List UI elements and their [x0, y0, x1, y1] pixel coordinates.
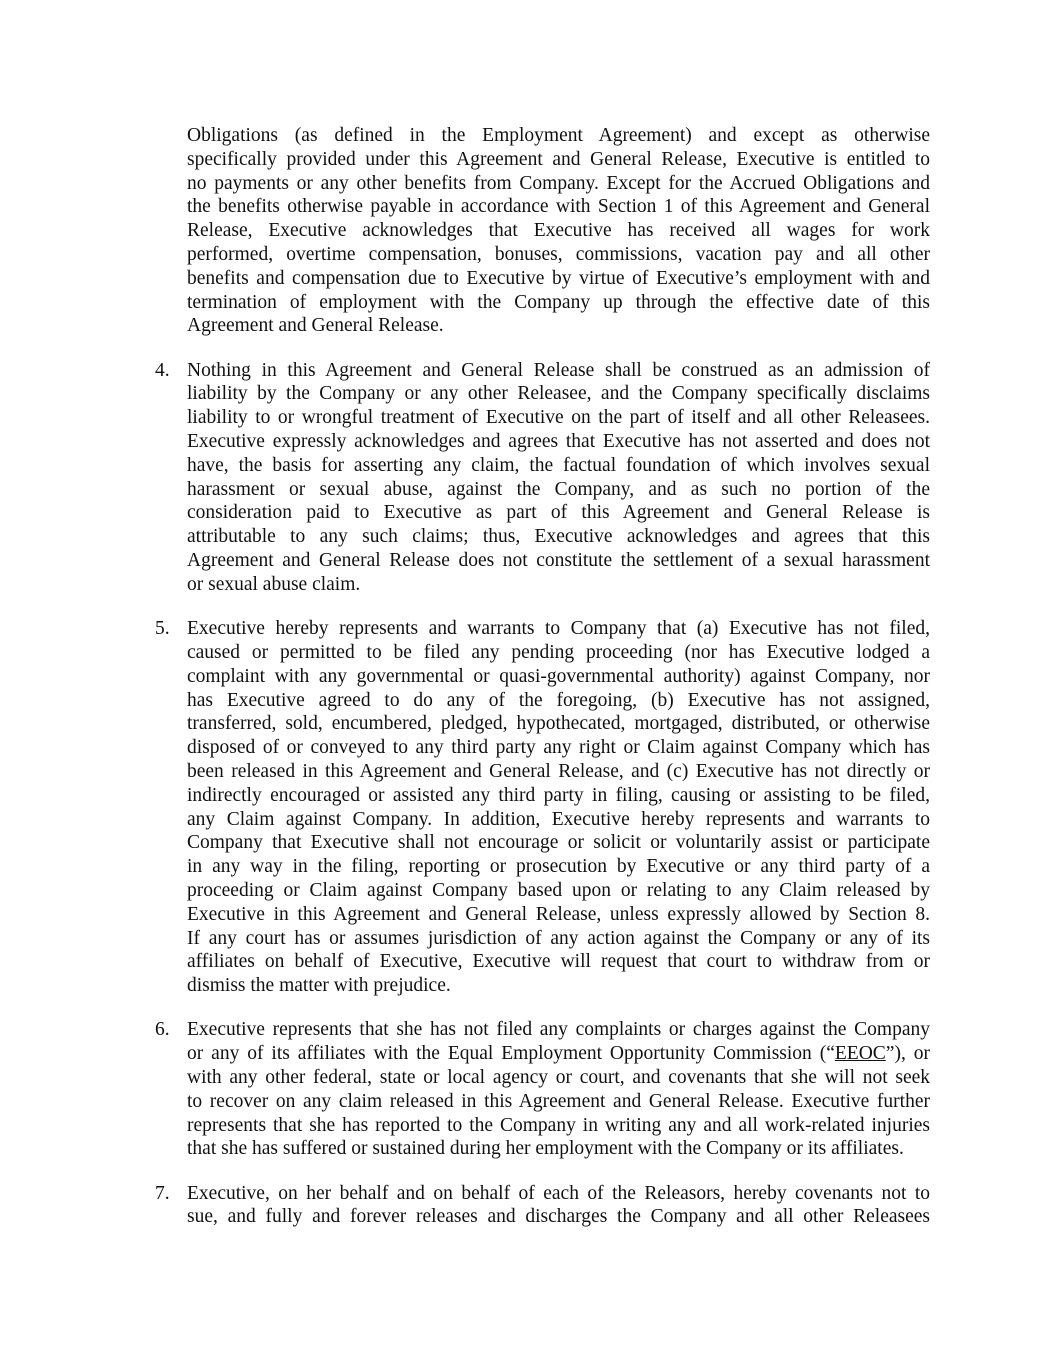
text-line: benefits and compensation due to Executive by virtue of Executive’s employment with and	[187, 267, 930, 289]
text-line: Executive expressly acknowledges and agrees that Executive has not asserted and does not	[187, 431, 930, 453]
paragraph	[0, 1182, 1055, 1230]
paragraph-number: 5.	[155, 618, 170, 640]
paragraph	[0, 124, 1055, 338]
paragraph-number: 6.	[155, 1019, 170, 1041]
text-line: attributable to any such claims; thus, Executive acknowledges and agrees that this	[187, 526, 930, 548]
document-page	[0, 124, 1055, 1250]
text-line: Executive in this Agreement and General Release, unless expressly allowed by Section 8.	[187, 903, 930, 925]
text-line: proceeding or Claim against Company based upon or relating to any Claim released by	[187, 879, 930, 901]
text-line: caused or permitted to be filed any pending proceeding (nor has Executive lodged a	[187, 641, 930, 663]
text-line: that she has suffered or sustained during her employment with the Company or its affiliates.	[187, 1138, 904, 1160]
text-line: If any court has or assumes jurisdiction of any action against the Company or any of its	[187, 927, 930, 949]
text-line: Obligations (as defined in the Employment Agreement) and except as otherwise	[187, 125, 930, 146]
text-line: disposed of or conveyed to any third party any right or Claim against Company which has	[187, 737, 930, 759]
text-line: Agreement and General Release.	[187, 315, 444, 337]
text-line: sue, and fully and forever releases and discharges the Company and all other Releasees	[187, 1206, 930, 1228]
text-line: no payments or any other benefits from Company. Except for the Accrued Obligations and	[187, 172, 930, 194]
text-line: Executive, on her behalf and on behalf of each of the Releasors, hereby covenants not to	[187, 1182, 930, 1204]
text-line: specifically provided under this Agreement and General Release, Executive is entitled to	[187, 148, 930, 170]
text-line: harassment or sexual abuse, against the Company, and as such no portion of the	[187, 478, 930, 500]
text-line: dismiss the matter with prejudice.	[187, 975, 451, 997]
text-line: liability to or wrongful treatment of Executive on the part of itself and all other Releasees.	[187, 407, 930, 429]
text-line: consideration paid to Executive as part of this Agreement and General Release is	[187, 502, 930, 524]
text-line: the benefits otherwise payable in accordance with Section 1 of this Agreement and General	[187, 196, 930, 218]
text-line: Executive represents that she has not filed any complaints or charges against the Company	[187, 1019, 930, 1041]
text-line: have, the basis for asserting any claim, the factual foundation of which involves sexual	[187, 454, 930, 476]
text-line: any Claim against Company. In addition, Executive hereby represents and warrants to	[187, 808, 930, 830]
text-line: liability by the Company or any other Releasee, and the Company specifically disclaims	[187, 383, 930, 405]
defined-term-eeoc: EEOC	[834, 1043, 886, 1065]
text-line: termination of employment with the Company up through the effective date of this	[187, 291, 930, 313]
text-segment: ”), or	[885, 1043, 930, 1065]
text-line: indirectly encouraged or assisted any third party in filing, causing or assisting to be filed,	[187, 784, 930, 806]
text-line: Nothing in this Agreement and General Release shall be construed as an admission of	[187, 359, 930, 381]
text-line: represents that she has reported to the Company in writing any and all work-related injuries	[187, 1114, 930, 1136]
paragraph-number: 4.	[155, 359, 170, 381]
paragraph	[0, 617, 1055, 998]
text-line	[187, 1042, 930, 1066]
text-line: Company that Executive shall not encourage or solicit or voluntarily assist or participate	[187, 832, 930, 854]
paragraph	[0, 1018, 1055, 1161]
text-line: in any way in the filing, reporting or prosecution by Executive or any third party of a	[187, 856, 930, 878]
text-line: has Executive agreed to do any of the foregoing, (b) Executive has not assigned,	[187, 689, 930, 711]
text-line: transferred, sold, encumbered, pledged, hypothecated, mortgaged, distributed, or otherwise	[187, 713, 930, 735]
text-line: Executive hereby represents and warrants to Company that (a) Executive has not filed,	[187, 618, 930, 640]
text-line: affiliates on behalf of Executive, Executive will request that court to withdraw from or	[187, 951, 930, 973]
text-line: Agreement and General Release does not constitute the settlement of a sexual harassment	[187, 550, 930, 572]
text-line: Release, Executive acknowledges that Executive has received all wages for work	[187, 220, 930, 242]
text-line: with any other federal, state or local agency or court, and covenants that she will not seek	[187, 1066, 930, 1088]
text-line: to recover on any claim released in this Agreement and General Release. Executive further	[187, 1090, 930, 1112]
paragraph-number: 7.	[155, 1182, 170, 1204]
text-line: been released in this Agreement and General Release, and (c) Executive has not directly or	[187, 760, 930, 782]
text-line: or sexual abuse claim.	[187, 573, 361, 595]
text-line: performed, overtime compensation, bonuses, commissions, vacation pay and all other	[187, 243, 930, 265]
text-segment: or any of its affiliates with the Equal Employment Opportunity Commission (“	[187, 1043, 835, 1065]
paragraph	[0, 359, 1055, 597]
text-line: complaint with any governmental or quasi-governmental authority) against Company, nor	[187, 665, 930, 687]
